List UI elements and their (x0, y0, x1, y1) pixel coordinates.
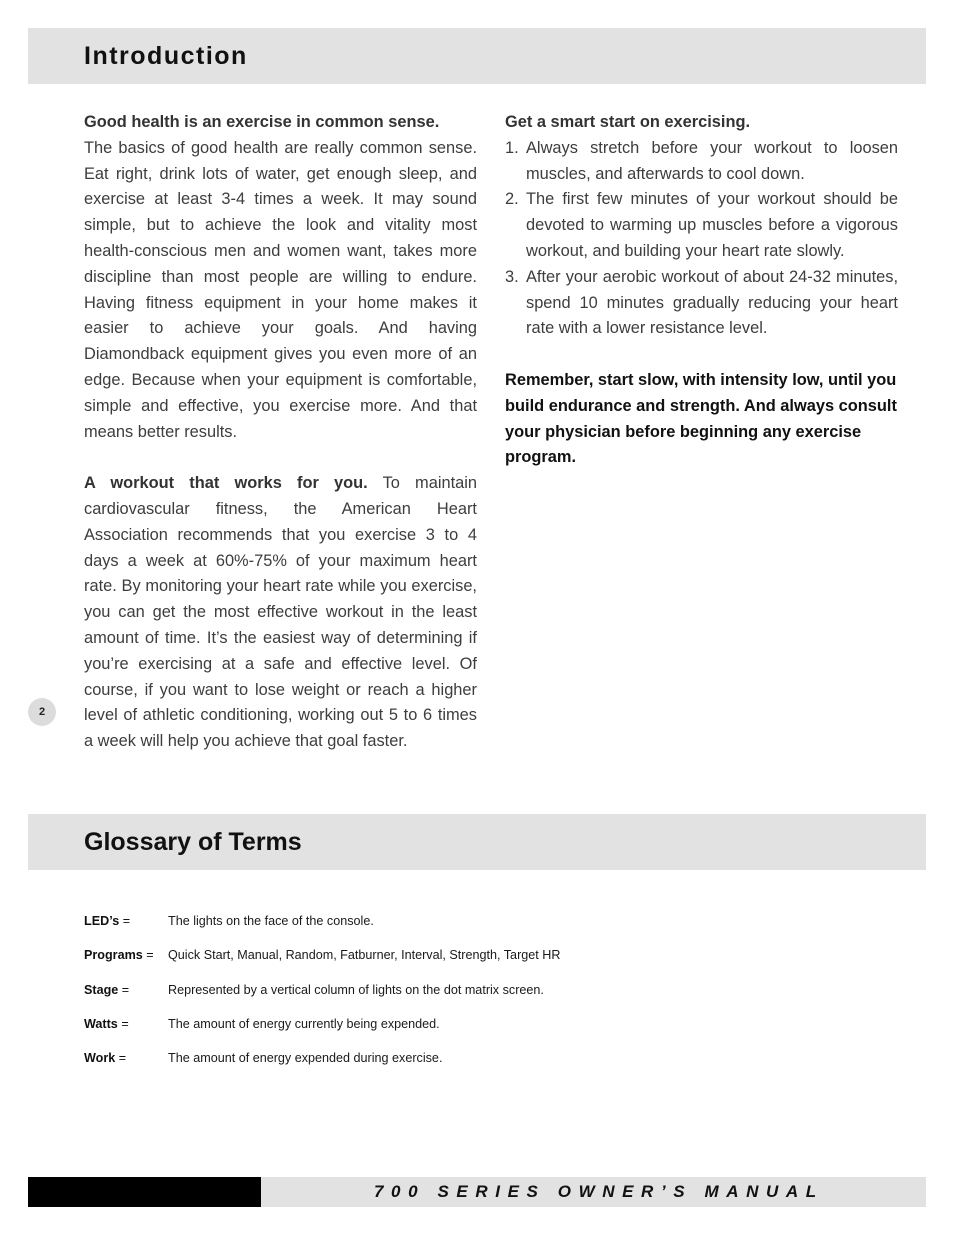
step-text: Always stretch before your workout to loosen muscles, and afterwards to cool down. (526, 138, 898, 183)
glossary-definition: Quick Start, Manual, Random, Fatburner, Interval, Strength, Target HR (168, 948, 561, 963)
intro-paragraph-1-body: The basics of good health are really common sense. Eat right, drink lots of water, get enough sleep, and exercise at least 3-4 times a week. It may sound simple, but to achieve the look and vitality most health-conscious men and women want, takes more discipline than most people are willing to endure. Having fitness equipment in your home makes it easier to achieve your goals. And having Diamondback equipment gives you even more of an edge. Because when your equipment is comfortable, simple and effective, you exercise more. And that means better results. (84, 138, 477, 441)
step-text: After your aerobic workout of about 24-32 minutes, spend 10 minutes gradually reducing your heart rate with a lower resistance level. (526, 267, 898, 338)
glossary-term: Work = (84, 1051, 127, 1066)
intro-paragraph-1-lead: Good health is an exercise in common sense. (84, 113, 440, 131)
step-number: 2. (505, 190, 519, 209)
intro-paragraph-1 (84, 110, 477, 445)
step-text: The first few minutes of your workout should be devoted to warming up muscles before a vigorous workout, and building your heart rate slowly. (526, 190, 898, 260)
step-item (505, 187, 898, 264)
glossary-term: LED’s = (84, 914, 131, 928)
glossary-term: Programs = (84, 948, 154, 963)
intro-left-column (84, 110, 477, 755)
glossary-term: Watts = (84, 1016, 129, 1031)
introduction-heading: Introduction (84, 42, 248, 70)
smart-start-steps (505, 136, 898, 342)
step-number: 3. (505, 267, 519, 286)
glossary-definition: The lights on the face of the console. (168, 914, 374, 928)
glossary-definition: Represented by a vertical column of lights on the dot matrix screen. (168, 982, 544, 997)
footer-black-bar (28, 1177, 261, 1207)
footer-manual-title: 700 SERIES OWNER’S MANUAL (374, 1182, 824, 1201)
glossary-header-band (28, 814, 926, 870)
intro-paragraph-2-body: To maintain cardiovascular fitness, the American Heart Association recommends that you exercise 3 to 4 days a week at 60%-75% of your maximum heart rate. By monitoring your heart rate while you exercise, you can get the most effective workout in the least amount of time. It’s the easiest way of determining if you’re exercising at a safe and effective level. Of course, if you want to lose weight or reach a higher level of athletic conditioning, working out 5 to 6 times a week will help you achieve that goal faster. (84, 474, 477, 751)
intro-paragraph-2-lead: A workout that works for you. (84, 474, 368, 493)
smart-start-title: Get a smart start on exercising. (505, 113, 751, 131)
step-item (505, 136, 898, 188)
introduction-header-band (28, 28, 926, 84)
intro-right-column (505, 110, 898, 471)
step-number: 1. (505, 138, 519, 157)
glossary-term: Stage = (84, 982, 130, 997)
footer-gray-bar (261, 1177, 926, 1207)
intro-paragraph-2 (84, 471, 477, 755)
page-number-badge: 2 (28, 698, 56, 726)
step-item (505, 265, 898, 342)
remember-note: Remember, start slow, with intensity low, until you build endurance and strength. And always consult your physician before beginning any exercise program. (505, 370, 897, 467)
glossary-definition: The amount of energy expended during exercise. (168, 1051, 443, 1066)
glossary-definition: The amount of energy currently being expended. (168, 1016, 440, 1031)
glossary-heading: Glossary of Terms (84, 828, 302, 856)
